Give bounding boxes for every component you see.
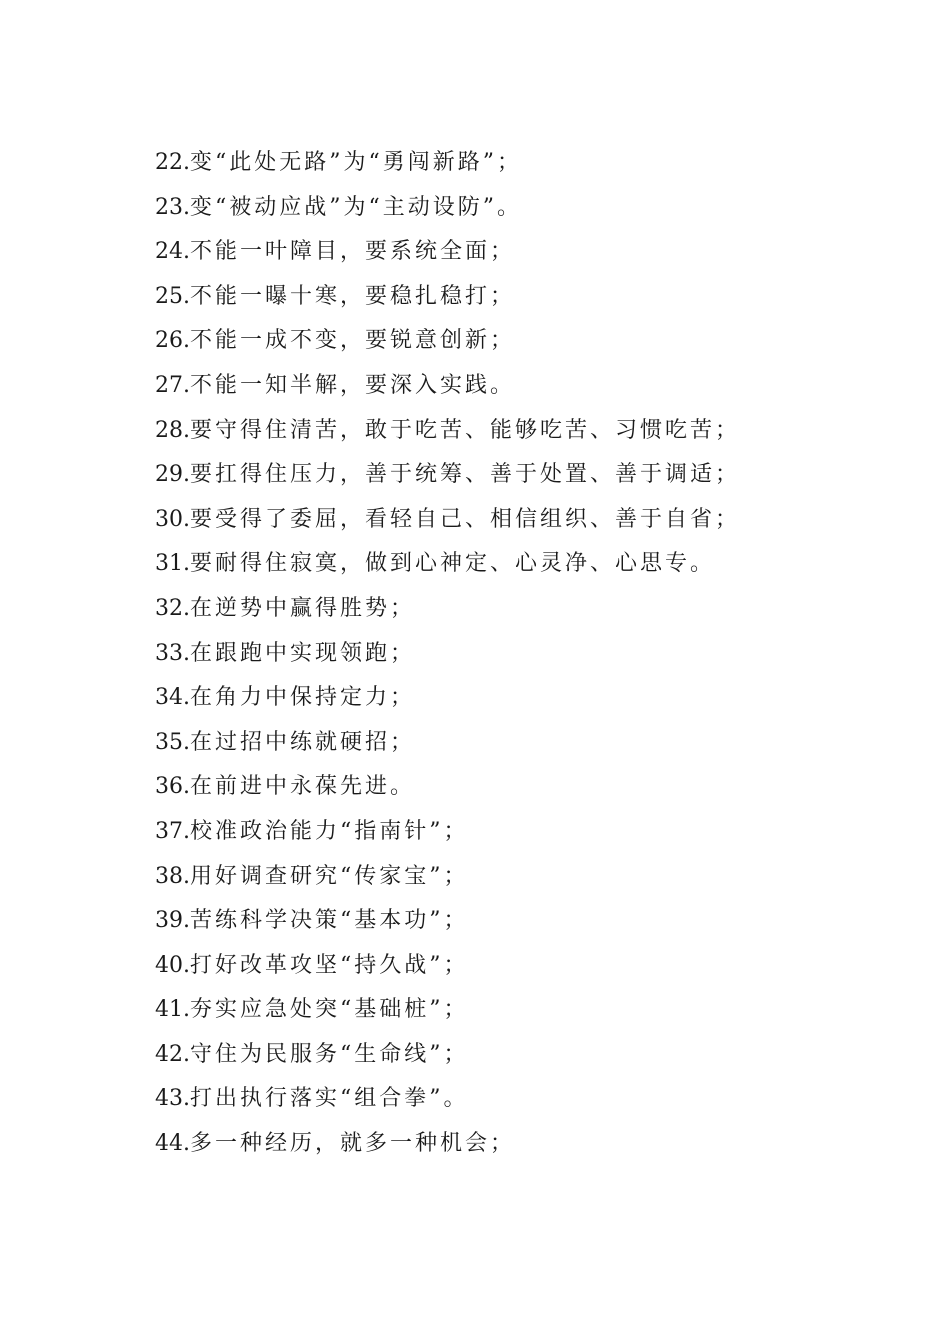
item-number: 22.	[155, 150, 190, 175]
list-item	[155, 409, 855, 454]
list-item	[155, 944, 855, 989]
item-text: 打好改革攻坚“持久战”；	[190, 952, 469, 978]
item-text: 要守得住清苦，敢于吃苦、能够吃苦、习惯吃苦；	[190, 417, 741, 443]
list-item	[155, 186, 855, 231]
item-text: 不能一知半解，要深入实践。	[190, 372, 516, 398]
item-text: 在角力中保持定力；	[190, 685, 416, 711]
item-text: 在逆势中赢得胜势；	[190, 595, 416, 621]
item-text: 苦练科学决策“基本功”；	[190, 908, 469, 934]
list-item	[155, 676, 855, 721]
list-item	[155, 542, 855, 587]
item-number: 43.	[155, 1086, 190, 1112]
list-item	[155, 1033, 855, 1078]
list-item	[155, 855, 855, 900]
item-number: 34.	[155, 685, 190, 711]
item-number: 37.	[155, 818, 190, 844]
item-number: 42.	[155, 1041, 190, 1067]
list-item	[155, 988, 855, 1033]
item-number: 36.	[155, 774, 190, 800]
list-item	[155, 141, 855, 186]
list-item	[155, 230, 855, 275]
item-text: 不能一成不变，要锐意创新；	[190, 328, 516, 354]
item-number: 44.	[155, 1131, 190, 1157]
item-number: 35.	[155, 729, 190, 755]
item-number: 40.	[155, 952, 190, 978]
list-item	[155, 364, 855, 409]
item-number: 30.	[155, 506, 190, 532]
item-text: 在前进中永葆先进。	[190, 774, 416, 800]
item-number: 33.	[155, 640, 190, 666]
item-number: 29.	[155, 462, 190, 488]
item-text: 要耐得住寂寞，做到心神定、心灵净、心思专。	[190, 551, 716, 577]
list-item	[155, 632, 855, 677]
item-number: 23.	[155, 194, 190, 220]
item-text: 校准政治能力“指南针”；	[190, 818, 469, 844]
item-text: 不能一叶障目，要系统全面；	[190, 239, 516, 265]
list-item	[155, 319, 855, 364]
list-item	[155, 587, 855, 632]
item-text: 打出执行落实“组合拳”。	[190, 1086, 469, 1112]
item-text: 用好调查研究“传家宝”；	[190, 863, 469, 889]
list-item	[155, 810, 855, 855]
item-number: 38.	[155, 863, 190, 889]
item-number: 25.	[155, 283, 190, 309]
item-text: 在跟跑中实现领跑；	[190, 640, 416, 666]
list-item	[155, 1122, 855, 1167]
item-text: 多一种经历，就多一种机会；	[190, 1131, 516, 1157]
item-number: 28.	[155, 417, 190, 443]
list-item	[155, 275, 855, 320]
item-number: 41.	[155, 997, 190, 1023]
item-number: 31.	[155, 551, 190, 577]
list-item	[155, 1077, 855, 1122]
item-text: 守住为民服务“生命线”；	[190, 1041, 469, 1067]
item-number: 27.	[155, 372, 190, 398]
item-text: 要扛得住压力，善于统筹、善于处置、善于调适；	[190, 462, 741, 488]
item-text: 不能一曝十寒，要稳扎稳打；	[190, 283, 516, 309]
list-item	[155, 498, 855, 543]
list-item	[155, 899, 855, 944]
numbered-phrase-list	[155, 141, 855, 1167]
list-item	[155, 765, 855, 810]
item-text: 要受得了委屈，看轻自己、相信组织、善于自省；	[190, 506, 741, 532]
item-number: 32.	[155, 595, 190, 621]
item-text: 变“此处无路”为“勇闯新路”；	[190, 150, 522, 175]
item-number: 39.	[155, 908, 190, 934]
item-number: 26.	[155, 328, 190, 354]
list-item	[155, 721, 855, 766]
item-text: 变“被动应战”为“主动设防”。	[190, 194, 522, 220]
item-text: 夯实应急处突“基础桩”；	[190, 997, 469, 1023]
item-text: 在过招中练就硬招；	[190, 729, 416, 755]
item-number: 24.	[155, 239, 190, 265]
list-item	[155, 453, 855, 498]
